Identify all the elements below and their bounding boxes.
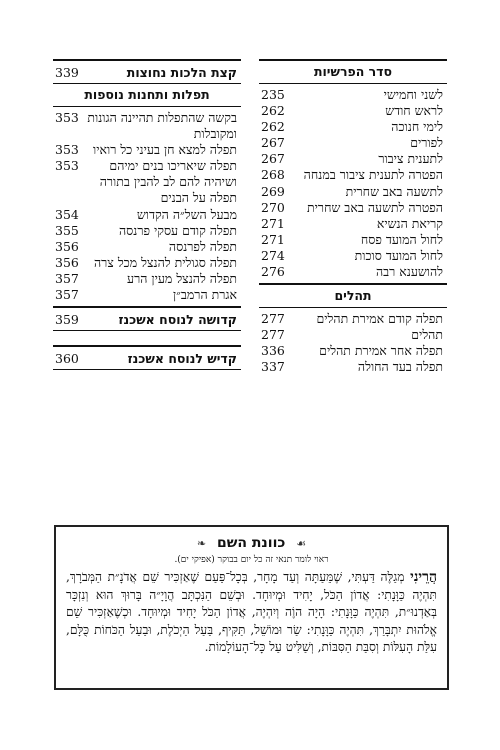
page-number: 276 — [261, 264, 285, 280]
page-number: 277 — [261, 327, 285, 343]
page-number: 359 — [55, 311, 79, 327]
entry-title: תפלה לפרנסה — [168, 238, 237, 254]
toc-entry[interactable] — [259, 103, 447, 119]
heading-text: קדושה לנוסח אשכנז — [118, 311, 237, 327]
heading-text: קצת הלכות נחוצות — [126, 64, 237, 80]
page-number: 269 — [261, 183, 285, 199]
entry-title: תפלה להנצל מעין הרע — [127, 270, 237, 286]
toc-entry[interactable] — [259, 311, 447, 327]
entry-title: תפלה שיאריכו בנים ימיהם ושיהיה להם לב להבין בתורה — [99, 158, 237, 190]
entry-title: בקשה שהתפלות תהיינה הגונות ומקובלות — [87, 110, 237, 142]
toc-entry[interactable] — [53, 207, 241, 223]
page-number: 354 — [55, 206, 79, 222]
lead-word: הֲרֵינִי — [410, 569, 437, 585]
entry-title: תפלה בעד החולה — [357, 359, 443, 375]
entry-title: לתשעה באב שחרית — [345, 183, 443, 199]
toc-entry[interactable] — [53, 287, 241, 303]
page-number: 235 — [261, 87, 285, 102]
toc-entry[interactable] — [53, 142, 241, 158]
page-number: 355 — [55, 222, 79, 238]
entry-title: תהלים — [411, 327, 443, 343]
ornament-icon: ❧ — [196, 537, 207, 550]
page-number: 353 — [55, 142, 79, 158]
page-number: 267 — [261, 135, 285, 151]
section-heading-tehillim: תהלים — [334, 288, 372, 304]
body-text: מְגַלֶּה דַּעְתִּי, שֶׁמֵּעַתָּה וְעַד מָחָר, בְּכָל־פַּעַם שֶׁאַזְכִּיר שֵׁם אֲדֹנָ״ת הַמְּבֹרָךְ, תִּהְיֶה כַּוָּנָתִי: אֲדוֹן הַכֹּל, יָחִיד וּמְיוּחָד. וּבְשֵׁם הַנִּכְתָּב הֲוָיָ״ה בָּרוּךְ הוּא וְנִזְכָּר בְּאַדְנוּ״ת, תִּהְיֶה כַּוָּנָתִי: הָיָה הוֶֹה וְיִהְיֶה, אֲדוֹן הַכֹּל יָחִיד וּמְיוּחָד. וּכְשֶׁאַזְכִּיר שֵׁם אֱלֹהוּת יִתְבָּרַךְ, תִּהְיֶה כַּוָּנָתִי: שַׂר וּמוֹשֵׁל, תַּקִּיף, בַּעַל הַיְכֹלֶת, וּבַעַל הַכֹּחוֹת כֻּלָּם, עִלַּת הָעִלּוֹת וְסִבַּת הַסִּבּוֹת, וְשַׁלִּיט עַל כָּל־הָעוֹלָמוֹת. — [66, 570, 437, 654]
entry-title: תפלה סגולית להנצל מכל צרה — [93, 254, 237, 270]
toc-entry[interactable] — [53, 271, 241, 287]
toc-entry[interactable] — [53, 223, 241, 239]
page-number: 357 — [55, 287, 79, 303]
entry-title: הפטרה לתשעה באב שחרית — [307, 199, 443, 215]
toc-entry[interactable] — [259, 184, 447, 200]
entry-title: לפורים — [410, 135, 443, 151]
entry-title: לחול המועד סוכות — [354, 247, 443, 263]
ornament-icon: ☙ — [296, 537, 307, 550]
toc-entry[interactable] — [259, 359, 447, 375]
left-column — [53, 59, 241, 370]
toc-list-parshiyot — [259, 87, 447, 280]
toc-entry[interactable] — [259, 200, 447, 216]
section-heading-parshiyot: סדר הפרשיות — [313, 64, 393, 79]
entry-title: להושענא רבה — [375, 264, 443, 280]
divider — [53, 369, 241, 370]
page-number: 356 — [55, 238, 79, 254]
page-number: 357 — [55, 270, 79, 286]
page-number: 270 — [261, 199, 285, 215]
page-number: 339 — [55, 64, 79, 80]
page-number: 271 — [261, 215, 285, 231]
toc-entry[interactable] — [259, 216, 447, 232]
entry-title: תפלה קודם עסקי פרנסה — [118, 222, 237, 238]
toc-entry[interactable] — [259, 264, 447, 280]
entry-title: תפלה למצא חן בעיני כל רואיו — [93, 142, 237, 158]
toc-entry[interactable] — [53, 190, 241, 206]
toc-entry[interactable] — [259, 119, 447, 135]
toc-entry[interactable] — [259, 151, 447, 167]
section-heading-tefillot: תפלות ותחנות נוספות — [84, 87, 210, 102]
page-number: 336 — [261, 343, 285, 359]
page-number: 268 — [261, 167, 285, 183]
kavanat-hashem-box — [54, 525, 449, 690]
heading-text: קדיש לנוסח אשכנז — [127, 350, 237, 366]
page-number: 267 — [261, 151, 285, 167]
entry-title: הפטרה לתענית ציבור במנחה — [303, 167, 443, 183]
toc-list-tefillot — [53, 110, 241, 303]
toc-heading-kedusha[interactable] — [53, 308, 241, 330]
toc-entry[interactable] — [259, 232, 447, 248]
entry-title: לשני וחמישי — [383, 87, 443, 102]
toc-entry[interactable] — [259, 167, 447, 183]
entry-title: תפלה אחר אמירת תהלים — [319, 343, 443, 359]
box-title — [56, 535, 447, 551]
toc-entry[interactable] — [53, 255, 241, 271]
toc-entry[interactable] — [259, 327, 447, 343]
entry-title: לימי חנוכה — [391, 119, 443, 135]
toc-entry[interactable] — [259, 135, 447, 151]
toc-entry[interactable] — [259, 87, 447, 103]
page-number: 353 — [55, 110, 79, 125]
toc-heading-kaddish[interactable] — [53, 347, 241, 369]
toc-list-tehillim — [259, 311, 447, 375]
toc-entry[interactable] — [259, 343, 447, 359]
toc-entry[interactable] — [53, 239, 241, 255]
toc-entry[interactable] — [259, 248, 447, 264]
page-number: 337 — [261, 359, 285, 375]
box-subtitle: ראוי לומר תנאי זה כל יום בבוקר (אפיקי ים). — [174, 555, 329, 565]
entry-title: לתענית ציבור — [378, 151, 443, 167]
box-body — [66, 569, 437, 657]
entry-title: לחול המועד פסח — [360, 231, 443, 247]
page-number: 277 — [261, 311, 285, 327]
page-number: 360 — [55, 350, 79, 366]
entry-title: אגרת הרמב״ן — [172, 287, 237, 303]
toc-heading-halachot[interactable] — [53, 61, 241, 83]
entry-title: תפלה קודם אמירת תהלים — [316, 311, 443, 327]
toc-entry[interactable] — [53, 110, 241, 142]
page-number: 262 — [261, 119, 285, 135]
toc-entry[interactable] — [53, 158, 241, 190]
box-title-text: כוונת השם — [217, 535, 286, 551]
entry-title: לראש חודש — [385, 103, 443, 119]
entry-title: קריאת הנשיא — [376, 215, 443, 231]
page-number: 356 — [55, 254, 79, 270]
page-number: 271 — [261, 231, 285, 247]
page-number: 353 — [55, 158, 79, 174]
entry-title: תפלה על הבנים — [160, 190, 237, 206]
page-number: 274 — [261, 247, 285, 263]
entry-title: מבעל השל״ה הקדוש — [136, 206, 237, 222]
page-number: 262 — [261, 103, 285, 119]
right-column — [259, 59, 447, 376]
